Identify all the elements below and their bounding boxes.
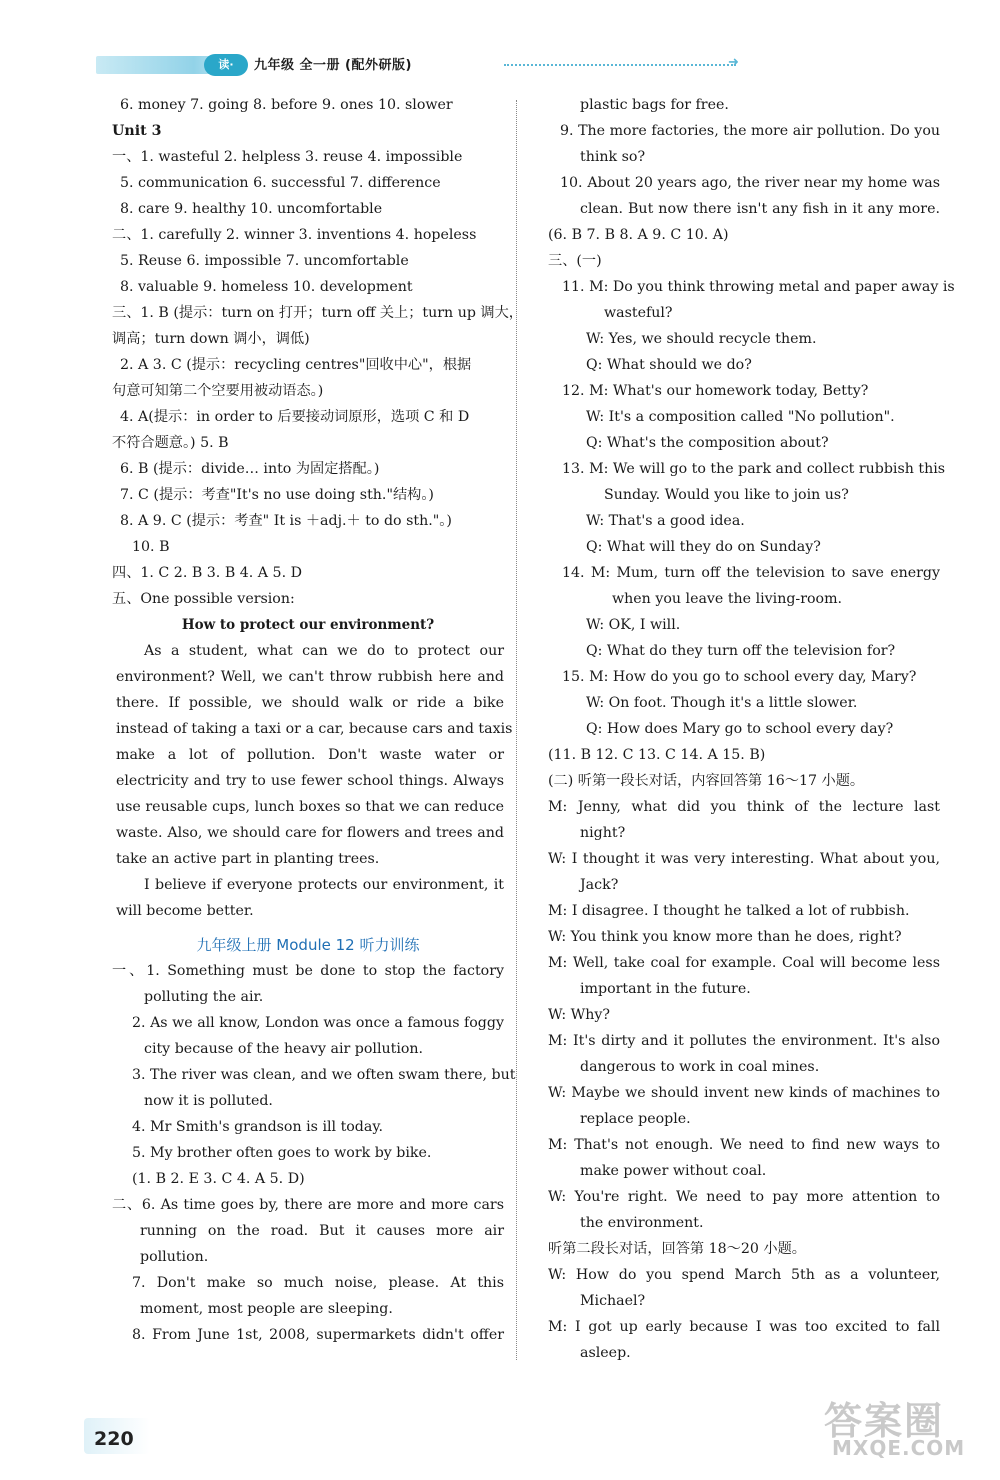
right-column-line: when you leave the living-room. <box>612 591 843 607</box>
right-column-line: clean. But now there isn't any fish in it any more. <box>580 201 940 217</box>
right-column-line: the environment. <box>580 1215 704 1231</box>
right-column-line: Q: What should we do? <box>586 357 752 373</box>
right-column-line: M: Well, take coal for example. Coal will become less <box>548 955 940 971</box>
right-column-line: 9. The more factories, the more air pollution. Do you <box>560 123 940 139</box>
left-column-line: 2. As we all know, London was once a famous foggy <box>132 1015 504 1031</box>
left-column-line: 5. Reuse 6. impossible 7. uncomfortable <box>120 253 409 269</box>
left-column-line: (1. B 2. E 3. C 4. A 5. D) <box>132 1171 305 1187</box>
right-column-line: Michael? <box>580 1293 646 1309</box>
right-column-line: W: Maybe we should invent new kinds of machines to <box>548 1085 940 1101</box>
left-column-line: 6. money 7. going 8. before 9. ones 10. slower <box>120 97 453 113</box>
right-column-line: W: You're right. We need to pay more attention to <box>548 1189 940 1205</box>
left-column-line: 7. Don't make so much noise, please. At this <box>132 1275 504 1291</box>
right-column-line: W: Yes, we should recycle them. <box>586 331 817 347</box>
left-column-line: 7. C (提示：考查"It's no use doing sth."结构。) <box>120 487 434 503</box>
right-column-line: M: I disagree. I thought he talked a lot of rubbish. <box>548 903 910 919</box>
arrow-icon: ➜ <box>728 55 739 70</box>
right-column-line: think so? <box>580 149 646 165</box>
left-column-line: 3. The river was clean, and we often swam there, but <box>132 1067 516 1083</box>
right-column-line: 11. M: Do you think throwing metal and paper away is <box>562 279 955 295</box>
right-column-line: 三、(一) <box>548 253 602 269</box>
left-column-line: moment, most people are sleeping. <box>140 1301 393 1317</box>
left-column-line: running on the road. But it causes more air <box>140 1223 504 1239</box>
left-column-line: pollution. <box>140 1249 209 1265</box>
right-column-line: Jack? <box>580 877 619 893</box>
right-column-line: 10. About 20 years ago, the river near my home was <box>560 175 940 191</box>
left-column-line: make a lot of pollution. Don't waste water or <box>116 747 504 763</box>
left-column-line: 四、1. C 2. B 3. B 4. A 5. D <box>112 565 302 581</box>
right-column-line: M: That's not enough. We need to find new ways to <box>548 1137 940 1153</box>
left-column-line: 5. communication 6. successful 7. difference <box>120 175 441 191</box>
right-column-line: dangerous to work in coal mines. <box>580 1059 820 1075</box>
left-column-line: 8. care 9. healthy 10. uncomfortable <box>120 201 383 217</box>
left-column-line: polluting the air. <box>144 989 264 1005</box>
left-column-line: 5. My brother often goes to work by bike. <box>132 1145 432 1161</box>
right-column-line: make power without coal. <box>580 1163 767 1179</box>
right-column-line: M: It's dirty and it pollutes the environment. It's also <box>548 1033 940 1049</box>
page-number: 220 <box>94 1428 134 1450</box>
right-column-line: Q: How does Mary go to school every day? <box>586 721 894 737</box>
header-dotted-rule <box>504 64 736 68</box>
left-column-line: 二、1. carefully 2. winner 3. inventions 4. hopeless <box>112 227 477 243</box>
right-column-line: 14. M: Mum, turn off the television to save energy <box>562 565 940 581</box>
book-title: 九年级 全一册 (配外研版) <box>254 58 412 73</box>
left-column-line: How to protect our environment? <box>181 617 435 633</box>
left-column-line: 10. B <box>132 539 170 555</box>
left-column-line: will become better. <box>116 903 254 919</box>
left-column-line: 调高；turn down 调小，调低) <box>112 331 310 347</box>
left-column-line: 九年级上册 Module 12 听力训练 <box>196 936 420 954</box>
right-column-line: W: It's a composition called "No pollution". <box>586 409 895 425</box>
right-column-line: W: How do you spend March 5th as a volunteer, <box>548 1267 940 1283</box>
left-column-line: Unit 3 <box>112 123 162 139</box>
right-column-line: Q: What will they do on Sunday? <box>586 539 821 555</box>
left-column-line: 8. From June 1st, 2008, supermarkets didn't offer <box>132 1327 504 1343</box>
left-column-line: 4. A(提示：in order to 后要接动词原形，选项 C 和 D <box>120 409 470 425</box>
left-column-line: electricity and try to use fewer school things. Always <box>116 773 504 789</box>
right-column-line: W: I thought it was very interesting. What about you, <box>548 851 940 867</box>
right-column-line: (6. B 7. B 8. A 9. C 10. A) <box>548 227 729 243</box>
left-column-line: I believe if everyone protects our environment, it <box>144 877 504 893</box>
right-column-line: plastic bags for free. <box>580 97 729 113</box>
watermark-url: MXQE.COM <box>832 1436 966 1460</box>
left-column-line: instead of taking a taxi or a car, because cars and taxis <box>116 721 513 737</box>
left-column-line: 三、1. B (提示：turn on 打开；turn off 关上；turn up 调大， <box>112 305 523 321</box>
series-badge: 读· <box>204 54 248 76</box>
right-column-line: (11. B 12. C 13. C 14. A 15. B) <box>548 747 766 763</box>
right-column-line: W: Why? <box>548 1007 610 1023</box>
right-column-line: 12. M: What's our homework today, Betty? <box>562 383 869 399</box>
right-column-line: W: OK, I will. <box>586 617 681 633</box>
right-column-line: 13. M: We will go to the park and collect rubbish this <box>562 461 946 477</box>
left-column-line: city because of the heavy air pollution. <box>144 1041 424 1057</box>
left-column-line: use reusable cups, lunch boxes so that we can reduce <box>116 799 504 815</box>
left-column-line: 一、1. Something must be done to stop the factory <box>112 963 504 979</box>
right-column-line: replace people. <box>580 1111 691 1127</box>
right-column-line: 15. M: How do you go to school every day, Mary? <box>562 669 917 685</box>
right-column-line: night? <box>580 825 626 841</box>
left-column-line: 一、1. wasteful 2. helpless 3. reuse 4. impossible <box>112 149 463 165</box>
left-column-line: As a student, what can we do to protect our <box>144 643 504 659</box>
left-column-line: 2. A 3. C (提示：recycling centres"回收中心"，根据 <box>120 357 472 373</box>
right-column-line: wasteful? <box>604 305 673 321</box>
right-column-line: W: On foot. Though it's a little slower. <box>586 695 858 711</box>
watermark-logo <box>818 1390 988 1470</box>
right-column-line: important in the future. <box>580 981 751 997</box>
left-column-line: 二、6. As time goes by, there are more and more cars <box>112 1197 504 1213</box>
left-column-line: environment? Well, we can't throw rubbish here and <box>116 669 504 685</box>
right-column-line: 听第二段长对话，回答第 18～20 小题。 <box>548 1241 806 1257</box>
page-header <box>96 52 739 82</box>
left-column-line: 句意可知第二个空要用被动语态。) <box>112 383 324 399</box>
right-column-line: M: Jenny, what did you think of the lecture last <box>548 799 940 815</box>
left-column-line: 6. B (提示：divide… into 为固定搭配。) <box>120 461 380 477</box>
right-column-line: (二) 听第一段长对话，内容回答第 16～17 小题。 <box>548 773 865 789</box>
right-column-line: Q: What do they turn off the television for? <box>586 643 896 659</box>
right-column-line: asleep. <box>580 1345 631 1361</box>
left-column-line: there. If possible, we should walk or ride a bike <box>116 695 504 711</box>
left-column-line: waste. Also, we should care for flowers and trees and <box>116 825 504 841</box>
left-column-line: 4. Mr Smith's grandson is ill today. <box>132 1119 383 1135</box>
right-column-line: W: That's a good idea. <box>586 513 745 529</box>
left-column-line: 8. valuable 9. homeless 10. development <box>120 279 413 295</box>
right-column-line: Sunday. Would you like to join us? <box>604 487 849 503</box>
right-column-line: W: You think you know more than he does, right? <box>548 929 902 945</box>
left-column-line: take an active part in planting trees. <box>116 851 380 867</box>
right-column-line: M: I got up early because I was too excited to fall <box>548 1319 940 1335</box>
column-divider <box>516 100 517 1360</box>
right-column-line: Q: What's the composition about? <box>586 435 829 451</box>
left-column-line: now it is polluted. <box>144 1093 273 1109</box>
watermark-text: 答案圈 <box>824 1399 945 1443</box>
left-column-line: 8. A 9. C (提示：考查" It is ＋adj.＋ to do sth."。) <box>120 513 452 529</box>
left-column-line: 五、One possible version: <box>112 591 295 607</box>
left-column-line: 不符合题意。) 5. B <box>112 435 229 451</box>
